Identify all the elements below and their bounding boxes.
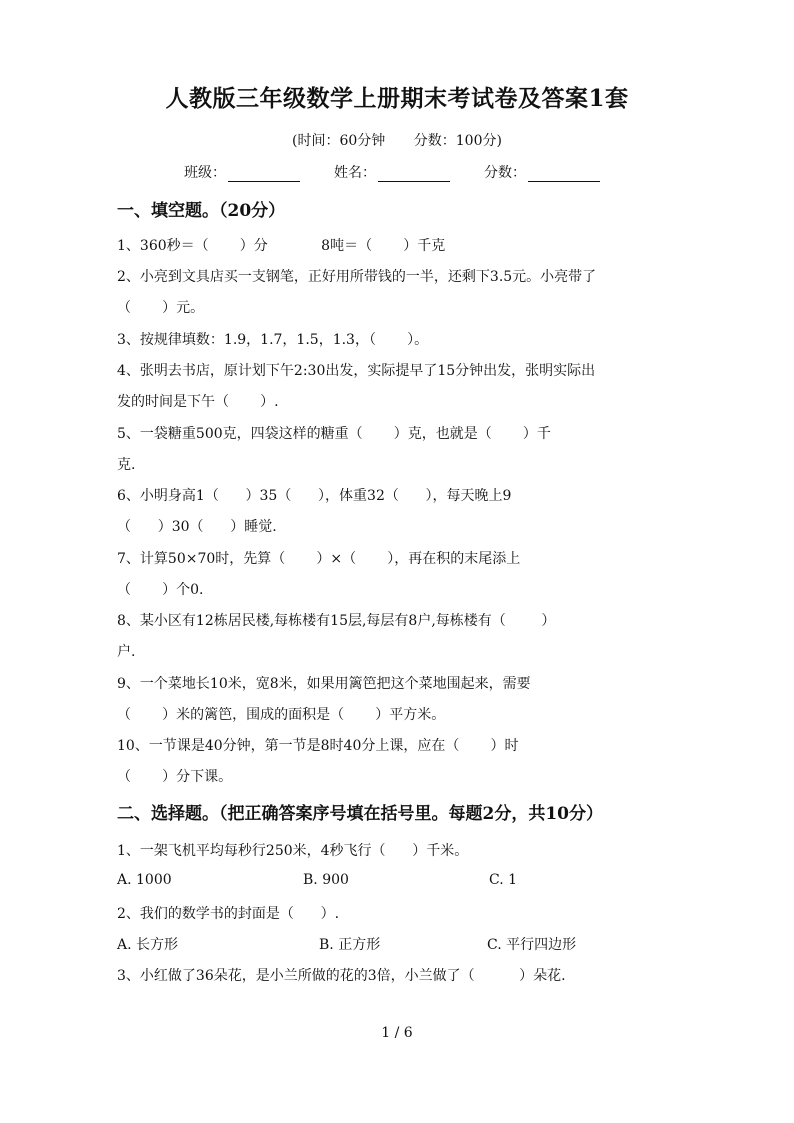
name-field bbox=[334, 162, 450, 182]
score-field bbox=[484, 162, 600, 182]
exam-total-score: 分数：100分) bbox=[413, 133, 502, 149]
choice-question: 2、我们的数学书的封面是（ ）. bbox=[117, 906, 340, 922]
option-c: C. 1 bbox=[489, 872, 518, 888]
question-line: 克. bbox=[117, 457, 136, 473]
exam-time: (时间：60分钟 bbox=[292, 133, 386, 149]
section2-heading: 二、选择题。（把正确答案序号填在括号里。每题2分，共10分） bbox=[117, 804, 603, 824]
question-line: 5、一袋糖重500克，四袋这样的糖重（ ）克，也就是（ ）千 bbox=[117, 426, 551, 442]
question-line: 4、张明去书店，原计划下午2:30出发，实际提早了15分钟出发，张明实际出 bbox=[117, 363, 596, 379]
question-line: 3、按规律填数：1.9，1.7，1.5，1.3，（ ）。 bbox=[117, 332, 429, 348]
question-line: 6、小明身高1（ ）35（ ），体重32（ ），每天晚上9 bbox=[117, 488, 512, 504]
option-b: B. 正方形 bbox=[319, 937, 381, 953]
exam-subtitle bbox=[0, 130, 794, 150]
question-line: 1、360秒＝（ ）分 8吨＝（ ）千克 bbox=[117, 238, 446, 254]
question-line: （ ）元。 bbox=[117, 300, 205, 316]
score-blank bbox=[528, 165, 600, 182]
name-blank bbox=[378, 165, 450, 182]
choice-options bbox=[117, 872, 517, 888]
question-line: 户. bbox=[117, 644, 136, 660]
option-b: B. 900 bbox=[303, 872, 349, 888]
page-number: 1 / 6 bbox=[381, 1025, 413, 1041]
student-info-row bbox=[184, 162, 634, 182]
question-line: 9、一个菜地长10米，宽8米，如果用篱笆把这个菜地围起来，需要 bbox=[117, 676, 531, 692]
choice-options bbox=[117, 934, 576, 954]
option-c: C. 平行四边形 bbox=[487, 937, 577, 953]
question-line: （ ）米的篱笆，围成的面积是（ ）平方米。 bbox=[117, 707, 446, 723]
choice-question: 1、一架飞机平均每秒行250米，4秒飞行（ ）千米。 bbox=[117, 843, 469, 859]
name-label: 姓名： bbox=[334, 165, 376, 181]
question-line: 7、计算50×70时，先算（ ）×（ ），再在积的末尾添上 bbox=[117, 551, 521, 567]
question-line: （ ）个0. bbox=[117, 582, 204, 598]
question-line: 8、某小区有12栋居民楼,每栋楼有15层,每层有8户,每栋楼有（ ） bbox=[117, 613, 556, 629]
class-label: 班级： bbox=[184, 165, 226, 181]
choice-question: 3、小红做了36朵花，是小兰所做的花的3倍，小兰做了（ ）朵花. bbox=[117, 968, 566, 984]
question-line: 发的时间是下午（ ）. bbox=[117, 394, 279, 410]
question-line: （ ）分下课。 bbox=[117, 769, 233, 785]
question-line: 2、小亮到文具店买一支钢笔，正好用所带钱的一半，还剩下3.5元。小亮带了 bbox=[117, 269, 597, 285]
class-blank bbox=[228, 165, 300, 182]
page-title: 人教版三年级数学上册期末考试卷及答案1套 bbox=[165, 85, 629, 112]
question-line: 10、一节课是40分钟，第一节是8时40分上课，应在（ ）时 bbox=[117, 738, 519, 754]
option-a: A. 长方形 bbox=[117, 937, 179, 953]
score-label: 分数： bbox=[484, 165, 526, 181]
question-line: （ ）30（ ）睡觉. bbox=[117, 519, 277, 535]
class-field bbox=[184, 162, 300, 182]
section1-heading: 一、填空题。（20分） bbox=[117, 201, 286, 221]
option-a: A. 1000 bbox=[117, 872, 172, 888]
